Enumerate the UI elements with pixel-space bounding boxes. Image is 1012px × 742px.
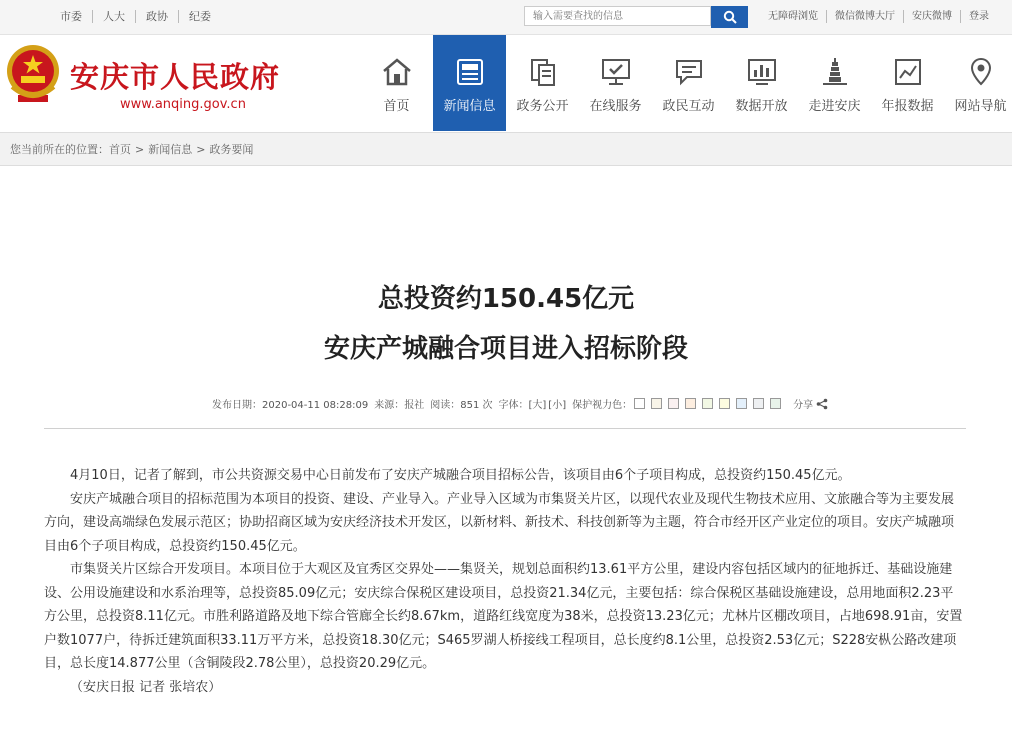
title-divider [44,428,966,429]
home-icon [381,56,413,88]
report-chart-icon [892,56,924,88]
nav-item-news[interactable] [433,35,506,131]
eye-color-swatch[interactable] [651,398,662,409]
nav-item-home[interactable] [360,35,433,131]
article-body [44,464,966,699]
font-small-button[interactable]: [小] [548,400,567,411]
nav-item-gov-affairs[interactable] [506,35,579,131]
nav-item-interaction[interactable] [652,35,725,131]
site-url: www.anqing.gov.cn [120,97,246,112]
nav-item-annual-report[interactable] [871,35,944,131]
monitor-check-icon [600,56,632,88]
breadcrumb-current[interactable]: 政务要闻 [209,143,254,156]
breadcrumb-separator: > [196,142,206,156]
search-button[interactable] [711,6,748,28]
article-byline: （安庆日报 记者 张培农） [70,679,222,695]
location-pin-icon [965,56,997,88]
publish-date: 发布日期：2020-04-11 08:28:09 [212,400,369,411]
site-title[interactable]: 安庆市人民政府 [70,60,281,94]
nav-label: 政务公开 [516,99,569,114]
chat-icon [673,56,705,88]
search-icon [723,10,737,24]
top-link-cppcc[interactable]: 政协 [136,10,179,23]
nav-item-open-data[interactable] [725,35,798,131]
article-paragraph: 安庆产城融合项目的招标范围为本项目的投资、建设、产业导入。产业导入区域为市集贤关片区，以现代农业及现代生物技术应用、文旅融合等为主要发展方向，建设高端绿色发展示范区；协助招商区域为安庆经济技术开发区，以新材料、新技术、科技创新等为主题，符合市经开区产业定位的项目。安庆产城融项目由6个子项目构成，总投资约150.45亿元。 [44,491,955,554]
pagoda-icon [819,56,851,88]
search-input[interactable] [524,6,711,26]
eye-color-swatches [634,398,787,410]
article-title-line2: 安庆产城融合项目进入招标阶段 [323,334,688,364]
eye-color-swatch[interactable] [719,398,730,409]
nav-label: 网站导航 [954,99,1007,114]
view-count: 阅读：851 次 [430,400,493,411]
nav-label: 新闻信息 [443,99,496,114]
documents-icon [527,56,559,88]
search-box [524,6,748,28]
article-title-line1: 总投资约150.45亿元 [377,284,635,314]
nav-label: 首页 [383,99,410,114]
newspaper-icon [454,56,486,88]
top-link-congress[interactable]: 人大 [93,10,136,23]
font-size-label: 字体： [498,400,529,411]
nav-label: 年报数据 [881,99,934,114]
breadcrumb-separator: > [135,142,145,156]
top-bar [0,0,1012,35]
breadcrumb [0,132,1012,166]
eye-color-label: 保护视力色： [572,400,633,411]
bar-chart-icon [746,56,778,88]
top-links [50,10,221,23]
main-nav [360,35,1012,131]
top-link-party[interactable]: 市委 [50,10,93,23]
font-large-button[interactable]: [大] [528,400,547,411]
share-label[interactable]: 分享 [793,400,814,411]
anqing-weibo-link[interactable]: 安庆微博 [904,10,961,23]
nav-label: 走进安庆 [808,99,861,114]
top-right-links [760,10,997,23]
article-paragraph: 市集贤关片区综合开发项目。本项目位于大观区及宜秀区交界处——集贤关，规划总面积约13.61平方公里，建设内容包括区域内的征地拆迁、基础设施建设、公用设施建设和水系治理等，总投资85.09亿元；安庆综合保税区建设项目，总投资21.34亿元，主要包括：综合保税区基础设施建设，总用地面积2.23平方公里，总投资8.11亿元。市胜利路道路及地下综合管廊全长约8.67km，道路红线宽度为38米，总投资13.23亿元；尤林片区棚改项目，占地698.91亩，安置户数1077户，待拆迁建筑面积33.11万平方米，总投资18.30亿元；S465罗湖人桥接线工程项目，总长度约8.1公里，总投资2.53亿元；S228安枞公路改建项目，总长度14.877公里（含铜陵段2.78公里），总投资20.29亿元。 [44,562,963,671]
breadcrumb-news[interactable]: 新闻信息 [148,143,193,156]
top-link-discipline[interactable]: 纪委 [189,10,211,23]
eye-color-swatch[interactable] [685,398,696,409]
eye-color-swatch[interactable] [753,398,764,409]
eye-color-swatch[interactable] [770,398,781,409]
login-link[interactable]: 登录 [969,11,989,22]
share-icon[interactable] [816,398,828,410]
nav-label: 在线服务 [589,99,642,114]
article-paragraph: 4月10日，记者了解到，市公共资源交易中心日前发布了安庆产城融合项目招标公告，该项目由6个子项目构成，总投资约150.45亿元。 [70,468,851,483]
eye-color-swatch[interactable] [668,398,679,409]
nav-item-about-anqing[interactable] [798,35,871,131]
national-emblem-icon[interactable] [4,43,62,105]
article-source: 来源：报社 [374,400,425,411]
wechat-weibo-link[interactable]: 微信微博大厅 [827,10,904,23]
eye-color-swatch[interactable] [736,398,747,409]
nav-item-online-service[interactable] [579,35,652,131]
header [0,35,1012,132]
breadcrumb-prefix: 您当前所在的位置： [10,143,109,156]
breadcrumb-home[interactable]: 首页 [109,143,131,156]
article-meta [212,396,828,411]
nav-label: 政民互动 [662,99,715,114]
eye-color-swatch[interactable] [702,398,713,409]
nav-label: 数据开放 [735,99,788,114]
nav-item-site-nav[interactable] [944,35,1012,131]
accessibility-link[interactable]: 无障碍浏览 [760,10,827,23]
eye-color-swatch[interactable] [634,398,645,409]
